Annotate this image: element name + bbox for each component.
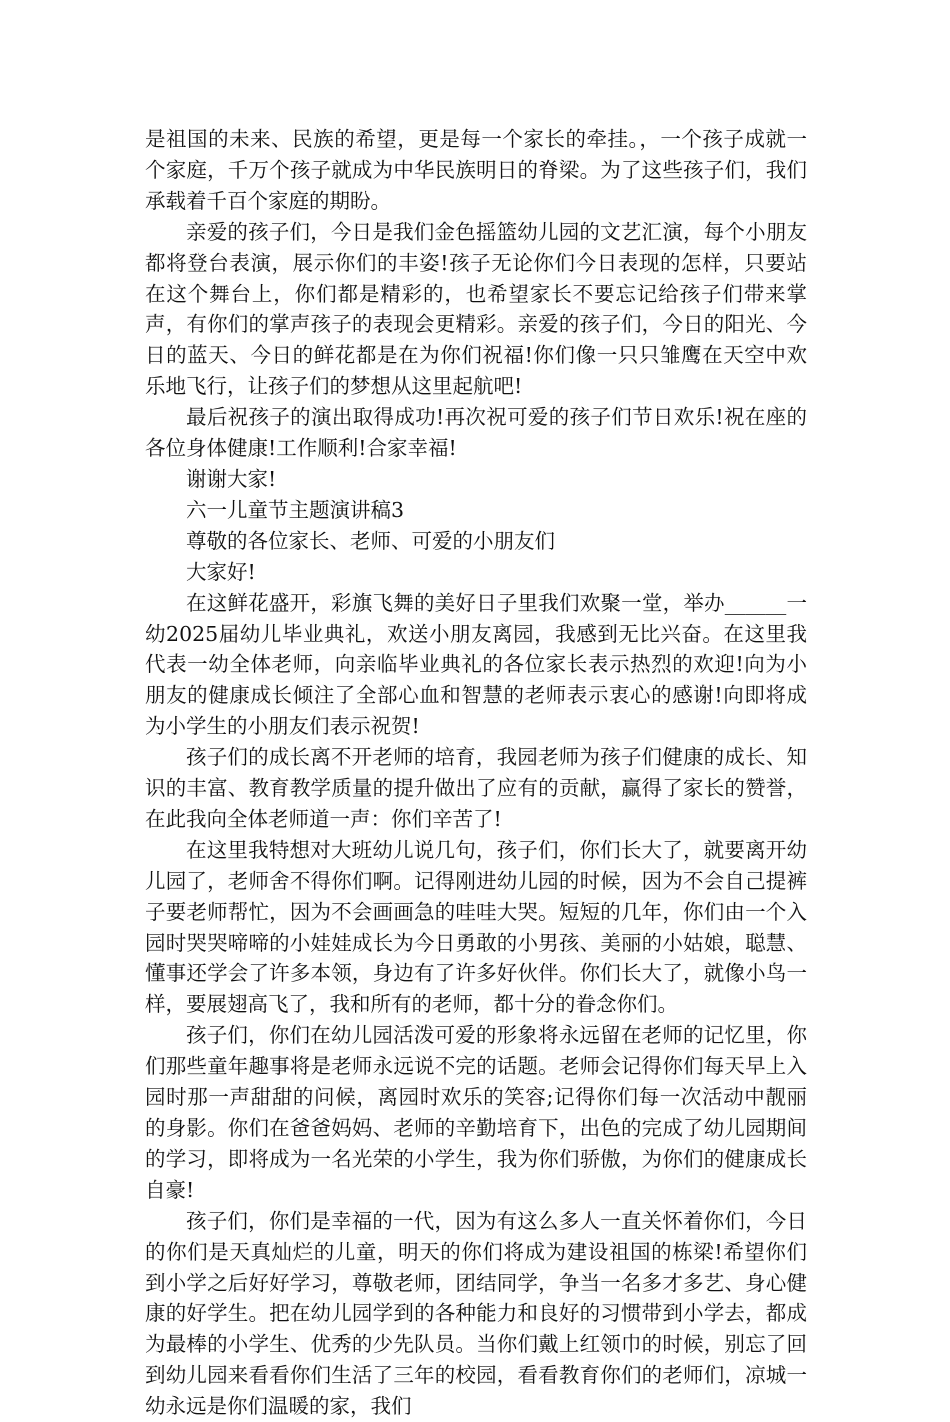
greeting: 大家好! (186, 559, 256, 584)
paragraph-teachers: 孩子们的成长离不开老师的培育，我园老师为孩子们健康的成长、知识的丰富、教育教学质量的提升做出了应有的贡献，赢得了家长的赞誉，在此我向全体老师道一声：你们辛苦了! (145, 745, 807, 831)
paragraph-continuation: 是祖国的未来、民族的希望，更是每一个家长的牵挂。，一个孩子成就一个家庭，千万个孩子就成为中华民族明日的脊梁。为了这些孩子们，我们承载着千百个家庭的期盼。 (145, 127, 807, 213)
paragraph-thanks: 谢谢大家! (186, 466, 277, 491)
paragraph-closing-wishes: 最后祝孩子的演出取得成功!再次祝可爱的孩子们节日欢乐!祝在座的各位身体健康!工作顺利!合家幸福! (145, 405, 807, 461)
salutation: 尊敬的各位家长、老师、可爱的小朋友们 (186, 528, 555, 553)
document-page (145, 124, 807, 1422)
paragraph-memories: 孩子们，你们在幼儿园活泼可爱的形象将永远留在老师的记忆里，你们那些童年趣事将是老师永远说不完的话题。老师会记得你们每天早上入园时那一声甜甜的问候，离园时欢乐的笑容;记得你们每一次活动中靓丽的身影。你们在爸爸妈妈、老师的辛勤培育下，出色的完成了幼儿园期间的学习，即将成为一名光荣的小学生，我为你们骄傲，为你们的健康成长自豪! (145, 1023, 807, 1202)
paragraph-growing-up: 在这里我特想对大班幼儿说几句，孩子们，你们长大了，就要离开幼儿园了，老师舍不得你们啊。记得刚进幼儿园的时候，因为不会自己提裤子要老师帮忙，因为不会画画急的哇哇大哭。短短的几年，你们由一个入园时哭哭啼啼的小娃娃成长为今日勇敢的小男孩、美丽的小姑娘，聪慧、懂事还学会了许多本领，身边有了许多好伙伴。你们长大了，就像小鸟一样，要展翅高飞了，我和所有的老师，都十分的眷念你们。 (145, 837, 807, 1017)
paragraph-performance: 亲爱的孩子们，今日是我们金色摇篮幼儿园的文艺汇演，每个小朋友都将登台表演，展示你们的丰姿!孩子无论你们今日表现的怎样，只要站在这个舞台上，你们都是精彩的，也希望家长不要忘记给孩子们带来掌声，有你们的掌声孩子的表现会更精彩。亲爱的孩子们，今日的阳光、今日的蓝天、今日的鲜花都是在为你们祝福!你们像一只只雏鹰在天空中欢乐地飞行，让孩子们的梦想从这里起航吧! (145, 219, 807, 399)
paragraph-ceremony: 在这鲜花盛开，彩旗飞舞的美好日子里我们欢聚一堂，举办______一幼2025届幼儿毕业典礼，欢送小朋友离园，我感到无比兴奋。在这里我代表一幼全体老师，向亲临毕业典礼的各位家长表示热烈的欢迎!向为小朋友的健康成长倾注了全部心血和智慧的老师表示衷心的感谢!向即将成为小学生的小朋友们表示祝贺! (145, 590, 807, 739)
paragraph-future: 孩子们，你们是幸福的一代，因为有这么多人一直关怀着你们，今日的你们是天真灿烂的儿童，明天的你们将成为建设祖国的栋梁!希望你们到小学之后好好学习，尊敬老师，团结同学，争当一名多才多艺、身心健康的好学生。把在幼儿园学到的各种能力和良好的习惯带到小学去，都成为最棒的小学生、优秀的少先队员。当你们戴上红领巾的时候，别忘了回到幼儿园来看看你们生活了三年的校园，看看教育你们的老师们，凉城一幼永远是你们温暖的家，我们 (145, 1208, 807, 1419)
section-title: 六一儿童节主题演讲稿3 (186, 497, 405, 522)
